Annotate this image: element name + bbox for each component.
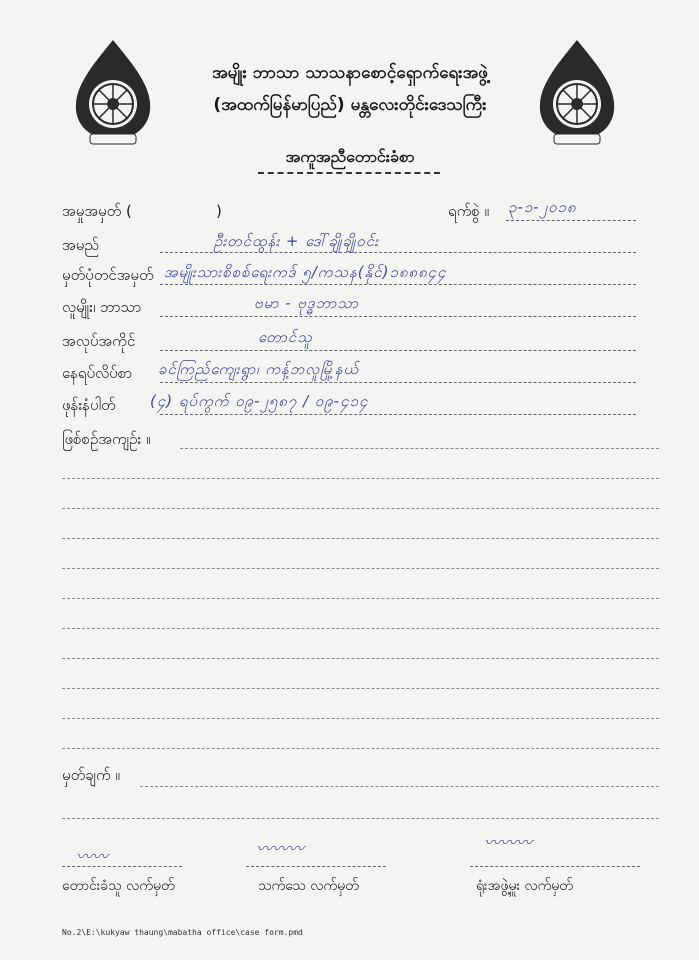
record-number-close: ) [216, 202, 222, 220]
story-line [62, 628, 659, 629]
date-line [506, 220, 636, 221]
nrc-value: အမျိုးသားစိစစ်ရေးကဒ် ၅/ကသန(နိုင်)၁၈၈၈၄၄ [164, 263, 447, 281]
witness-signature-label: သက်သေ လက်မှတ် [258, 878, 359, 894]
requester-signature: 〰〰 [76, 847, 109, 866]
date-label: ရက်စွဲ ။ [448, 202, 490, 220]
story-line [62, 748, 659, 749]
address-value: ခင်ကြည်ကျေးရွာ၊ ကန့်ဘလူမြို့နယ် [158, 360, 360, 378]
organization-region: (အထက်မြန်မာပြည်) မန္တလေးတိုင်းဒေသကြီး [213, 95, 487, 115]
name-label: အမည် [62, 236, 99, 254]
requester-signature-label: တောင်းခံသူ လက်မှတ် [62, 878, 175, 894]
occupation-line [160, 350, 636, 351]
story-line [62, 658, 659, 659]
story-line [62, 538, 659, 539]
form-title: အကူအညီတောင်းခံစာ [285, 147, 415, 166]
name-value: ဦးတင်ထွန်း + ဒေါ်ချိုချိုဝင်း [214, 232, 379, 250]
file-path-footer: No.2\E:\kukyaw thaung\mabatha office\case form.pmd [62, 928, 303, 937]
remark-line [62, 818, 659, 819]
incident-summary-label: ဖြစ်စဉ်အကျဉ်း ။ [62, 430, 151, 448]
phone-value: (၄) ရပ်ကွက် ၀၉-၂၅၈၇ / ၀၉-၄၁၄ [150, 392, 369, 410]
story-line [62, 568, 659, 569]
phone-line [160, 414, 636, 415]
address-line [160, 382, 636, 383]
organization-name: အမျိုး ဘာသာ သာသနာစောင့်ရှောက်ရေးအဖွဲ့ [212, 63, 488, 83]
office-signature-label: ရုံးအဖွဲ့မှူး လက်မှတ် [476, 878, 573, 894]
record-number-label: အမှုအမှတ် ( [62, 202, 132, 220]
race-line [160, 316, 636, 317]
organization-seal-right-icon [534, 38, 620, 148]
organization-seal-left-icon [70, 38, 156, 148]
race-religion-value: ဗမာ - ဗုဒ္ဓဘာသာ [254, 294, 359, 312]
story-line [62, 688, 659, 689]
occupation-value: တောင်သူ [258, 328, 313, 346]
witness-signature-line [246, 866, 386, 867]
address-label: နေရပ်လိပ်စာ [62, 364, 133, 382]
remark-line [140, 786, 659, 787]
nrc-label: မှတ်ပုံတင်အမှတ် [62, 266, 154, 284]
story-line [62, 598, 659, 599]
story-line [62, 478, 659, 479]
witness-signature: 〰〰〰 [256, 839, 305, 858]
story-line [62, 718, 659, 719]
requester-signature-line [62, 866, 182, 867]
date-value: ၃-၁-၂၀၁၈ [508, 198, 577, 216]
office-signature: 〰〰〰 [484, 833, 533, 852]
title-underline [258, 172, 440, 174]
story-line [180, 448, 659, 449]
race-religion-label: လူမျိုး၊ ဘာသာ [62, 298, 142, 316]
remark-label: မှတ်ချက် ။ [62, 766, 120, 784]
phone-label: ဖုန်းနံပါတ် [62, 396, 116, 414]
office-signature-line [470, 866, 640, 867]
story-line [62, 508, 659, 509]
occupation-label: အလုပ်အကိုင် [62, 332, 136, 350]
